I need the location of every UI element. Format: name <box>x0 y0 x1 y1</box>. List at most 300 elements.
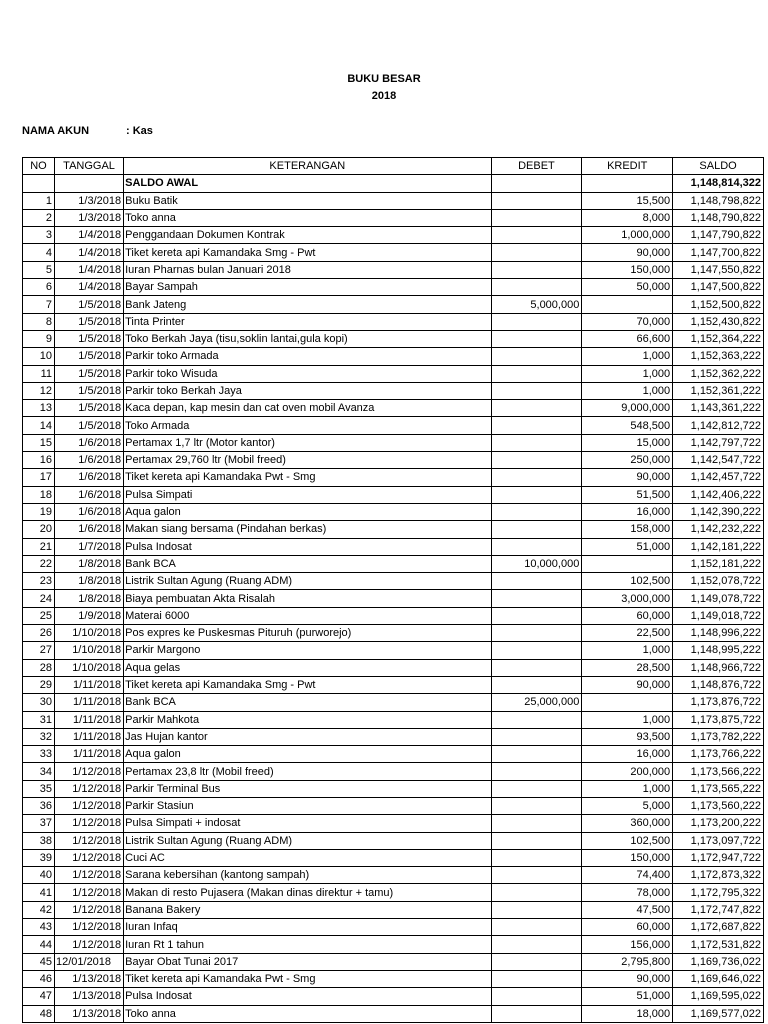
table-row <box>23 279 764 296</box>
cell-no: 32 <box>23 728 55 745</box>
cell-kredit: 9,000,000 <box>582 400 673 417</box>
cell-debet <box>491 936 582 953</box>
cell-saldo: 1,169,577,022 <box>673 1005 764 1022</box>
cell-kredit: 3,000,000 <box>582 590 673 607</box>
cell-keterangan: Sarana kebersihan (kantong sampah) <box>124 867 491 884</box>
cell-keterangan: Tinta Printer <box>124 313 491 330</box>
cell-keterangan: Listrik Sultan Agung (Ruang ADM) <box>124 573 491 590</box>
table-row <box>23 209 764 226</box>
cell-debet <box>491 434 582 451</box>
cell-no: 34 <box>23 763 55 780</box>
cell-kredit: 47,500 <box>582 901 673 918</box>
cell-saldo: 1,142,232,222 <box>673 521 764 538</box>
cell-keterangan: Iuran Pharnas bulan Januari 2018 <box>124 261 491 278</box>
cell-debet <box>491 884 582 901</box>
cell-tanggal: 1/5/2018 <box>54 400 123 417</box>
table-row <box>23 780 764 797</box>
cell-keterangan: Listrik Sultan Agung (Ruang ADM) <box>124 832 491 849</box>
table-row <box>23 953 764 970</box>
cell-tanggal: 1/5/2018 <box>54 330 123 347</box>
cell-no: 27 <box>23 642 55 659</box>
table-row <box>23 382 764 399</box>
cell-kredit: 1,000 <box>582 382 673 399</box>
cell-kredit: 15,000 <box>582 434 673 451</box>
cell-kredit <box>582 175 673 192</box>
cell-tanggal: 1/11/2018 <box>54 728 123 745</box>
cell-no: 20 <box>23 521 55 538</box>
cell-keterangan: Materai 6000 <box>124 607 491 624</box>
cell-no: 41 <box>23 884 55 901</box>
cell-keterangan: Toko anna <box>124 209 491 226</box>
cell-kredit: 50,000 <box>582 279 673 296</box>
table-row <box>23 642 764 659</box>
opening-balance-row <box>23 175 764 192</box>
table-row <box>23 884 764 901</box>
cell-tanggal: 1/5/2018 <box>54 417 123 434</box>
cell-debet <box>491 1005 582 1022</box>
cell-debet <box>491 192 582 209</box>
cell-keterangan: Pertamax 29,760 ltr (Mobil freed) <box>124 452 491 469</box>
col-tanggal: TANGGAL <box>54 158 123 175</box>
cell-debet <box>491 642 582 659</box>
cell-saldo: 1,147,790,822 <box>673 227 764 244</box>
table-row <box>23 590 764 607</box>
cell-saldo: 1,148,798,822 <box>673 192 764 209</box>
cell-tanggal: 1/12/2018 <box>54 901 123 918</box>
cell-debet <box>491 244 582 261</box>
cell-no: 3 <box>23 227 55 244</box>
cell-tanggal: 1/12/2018 <box>54 797 123 814</box>
cell-kredit <box>582 694 673 711</box>
cell-keterangan: Penggandaan Dokumen Kontrak <box>124 227 491 244</box>
cell-saldo: 1,142,390,222 <box>673 503 764 520</box>
table-row <box>23 400 764 417</box>
cell-saldo: 1,172,687,822 <box>673 919 764 936</box>
account-row <box>22 125 153 137</box>
cell-keterangan: Aqua galon <box>124 503 491 520</box>
cell-kredit: 8,000 <box>582 209 673 226</box>
cell-debet <box>491 538 582 555</box>
cell-debet <box>491 607 582 624</box>
table-row <box>23 192 764 209</box>
cell-kredit: 15,500 <box>582 192 673 209</box>
cell-no: 7 <box>23 296 55 313</box>
cell-debet <box>491 227 582 244</box>
cell-no: 38 <box>23 832 55 849</box>
cell-saldo: 1,142,797,722 <box>673 434 764 451</box>
cell-kredit: 18,000 <box>582 1005 673 1022</box>
cell-debet <box>491 313 582 330</box>
cell-keterangan: Cuci AC <box>124 849 491 866</box>
cell-tanggal: 1/5/2018 <box>54 296 123 313</box>
cell-tanggal: 1/10/2018 <box>54 642 123 659</box>
cell-saldo: 1,147,700,822 <box>673 244 764 261</box>
cell-keterangan: Pertamax 23,8 ltr (Mobil freed) <box>124 763 491 780</box>
cell-keterangan: Biaya pembuatan Akta Risalah <box>124 590 491 607</box>
cell-tanggal: 1/3/2018 <box>54 192 123 209</box>
table-row <box>23 521 764 538</box>
cell-kredit: 16,000 <box>582 503 673 520</box>
cell-kredit: 16,000 <box>582 746 673 763</box>
col-debet: DEBET <box>491 158 582 175</box>
cell-no: 48 <box>23 1005 55 1022</box>
cell-debet <box>491 365 582 382</box>
cell-tanggal: 1/12/2018 <box>54 780 123 797</box>
cell-kredit: 74,400 <box>582 867 673 884</box>
cell-keterangan: Parkir toko Berkah Jaya <box>124 382 491 399</box>
table-row <box>23 694 764 711</box>
cell-tanggal: 1/3/2018 <box>54 209 123 226</box>
cell-no: 42 <box>23 901 55 918</box>
cell-debet: 5,000,000 <box>491 296 582 313</box>
cell-keterangan: Pos expres ke Puskesmas Pituruh (purworejo) <box>124 625 491 642</box>
cell-tanggal: 1/6/2018 <box>54 469 123 486</box>
cell-no: 36 <box>23 797 55 814</box>
cell-tanggal: 1/5/2018 <box>54 382 123 399</box>
cell-tanggal: 1/4/2018 <box>54 279 123 296</box>
cell-tanggal: 1/9/2018 <box>54 607 123 624</box>
cell-kredit: 51,000 <box>582 538 673 555</box>
cell-kredit: 156,000 <box>582 936 673 953</box>
cell-tanggal: 1/11/2018 <box>54 676 123 693</box>
cell-no: 28 <box>23 659 55 676</box>
ledger-table <box>22 157 764 1023</box>
cell-tanggal: 1/13/2018 <box>54 970 123 987</box>
cell-saldo: 1,172,947,722 <box>673 849 764 866</box>
cell-kredit: 90,000 <box>582 469 673 486</box>
cell-no: 39 <box>23 849 55 866</box>
cell-keterangan: Aqua galon <box>124 746 491 763</box>
cell-no: 5 <box>23 261 55 278</box>
cell-saldo: 1,172,873,322 <box>673 867 764 884</box>
cell-debet <box>491 625 582 642</box>
cell-no: 43 <box>23 919 55 936</box>
cell-no: 44 <box>23 936 55 953</box>
cell-tanggal: 1/7/2018 <box>54 538 123 555</box>
cell-keterangan: Pulsa Simpati + indosat <box>124 815 491 832</box>
cell-tanggal: 1/12/2018 <box>54 936 123 953</box>
cell-debet <box>491 417 582 434</box>
table-row <box>23 901 764 918</box>
cell-keterangan: Banana Bakery <box>124 901 491 918</box>
cell-debet <box>491 919 582 936</box>
cell-no: 26 <box>23 625 55 642</box>
cell-debet <box>491 659 582 676</box>
cell-tanggal: 1/11/2018 <box>54 746 123 763</box>
cell-saldo: 1,152,430,822 <box>673 313 764 330</box>
table-row <box>23 970 764 987</box>
cell-no: 25 <box>23 607 55 624</box>
cell-keterangan: Toko anna <box>124 1005 491 1022</box>
cell-tanggal: 1/12/2018 <box>54 832 123 849</box>
cell-debet <box>491 348 582 365</box>
cell-debet <box>491 849 582 866</box>
cell-tanggal: 1/12/2018 <box>54 763 123 780</box>
cell-keterangan: Parkir Mahkota <box>124 711 491 728</box>
table-row <box>23 919 764 936</box>
cell-keterangan: Pulsa Indosat <box>124 988 491 1005</box>
cell-no: 12 <box>23 382 55 399</box>
cell-keterangan: Makan di resto Pujasera (Makan dinas direktur + tamu) <box>124 884 491 901</box>
table-row <box>23 1005 764 1022</box>
cell-tanggal: 1/8/2018 <box>54 590 123 607</box>
cell-no: 9 <box>23 330 55 347</box>
cell-debet <box>491 400 582 417</box>
cell-keterangan: Toko Berkah Jaya (tisu,soklin lantai,gula kopi) <box>124 330 491 347</box>
cell-tanggal: 1/12/2018 <box>54 884 123 901</box>
cell-keterangan: Makan siang bersama (Pindahan berkas) <box>124 521 491 538</box>
cell-debet <box>491 815 582 832</box>
cell-saldo: 1,148,995,222 <box>673 642 764 659</box>
cell-no: 46 <box>23 970 55 987</box>
cell-tanggal: 1/8/2018 <box>54 555 123 572</box>
cell-saldo: 1,152,364,222 <box>673 330 764 347</box>
cell-saldo: 1,173,200,222 <box>673 815 764 832</box>
account-value: : Kas <box>126 125 153 137</box>
table-row <box>23 676 764 693</box>
cell-kredit: 1,000 <box>582 365 673 382</box>
cell-keterangan: Tiket kereta api Kamandaka Smg - Pwt <box>124 676 491 693</box>
cell-tanggal: 1/4/2018 <box>54 261 123 278</box>
cell-keterangan: Bank BCA <box>124 694 491 711</box>
cell-tanggal: 1/6/2018 <box>54 521 123 538</box>
cell-saldo: 1,152,500,822 <box>673 296 764 313</box>
cell-kredit: 1,000,000 <box>582 227 673 244</box>
cell-kredit: 150,000 <box>582 261 673 278</box>
table-row <box>23 538 764 555</box>
cell-kredit: 90,000 <box>582 676 673 693</box>
cell-saldo: 1,148,966,722 <box>673 659 764 676</box>
cell-saldo: 1,173,566,222 <box>673 763 764 780</box>
cell-debet <box>491 279 582 296</box>
ledger-title: BUKU BESAR <box>347 73 421 85</box>
cell-tanggal: 1/10/2018 <box>54 625 123 642</box>
table-row <box>23 867 764 884</box>
account-label: NAMA AKUN <box>22 125 90 137</box>
cell-debet <box>491 970 582 987</box>
table-row <box>23 797 764 814</box>
cell-debet: 25,000,000 <box>491 694 582 711</box>
cell-kredit: 200,000 <box>582 763 673 780</box>
cell-saldo: 1,152,181,222 <box>673 555 764 572</box>
cell-no: 18 <box>23 486 55 503</box>
cell-debet <box>491 521 582 538</box>
cell-saldo: 1,147,500,822 <box>673 279 764 296</box>
cell-debet <box>491 832 582 849</box>
cell-kredit: 93,500 <box>582 728 673 745</box>
cell-tanggal: 1/6/2018 <box>54 486 123 503</box>
ledger-year: 2018 <box>371 90 397 102</box>
cell-saldo: 1,152,361,222 <box>673 382 764 399</box>
cell-no <box>23 175 55 192</box>
cell-kredit: 548,500 <box>582 417 673 434</box>
cell-kredit: 150,000 <box>582 849 673 866</box>
cell-no: 19 <box>23 503 55 520</box>
cell-tanggal: 1/6/2018 <box>54 434 123 451</box>
cell-debet <box>491 797 582 814</box>
cell-kredit: 5,000 <box>582 797 673 814</box>
cell-no: 40 <box>23 867 55 884</box>
table-row <box>23 261 764 278</box>
table-row <box>23 227 764 244</box>
cell-no: 15 <box>23 434 55 451</box>
cell-saldo: 1,143,361,222 <box>673 400 764 417</box>
cell-kredit: 102,500 <box>582 573 673 590</box>
cell-kredit: 66,600 <box>582 330 673 347</box>
cell-no: 14 <box>23 417 55 434</box>
cell-tanggal: 1/5/2018 <box>54 348 123 365</box>
cell-saldo: 1,173,782,222 <box>673 728 764 745</box>
cell-saldo: 1,148,876,722 <box>673 676 764 693</box>
cell-no: 22 <box>23 555 55 572</box>
table-row <box>23 625 764 642</box>
cell-no: 45 <box>23 953 55 970</box>
cell-keterangan: Pulsa Simpati <box>124 486 491 503</box>
cell-tanggal: 1/11/2018 <box>54 711 123 728</box>
cell-debet <box>491 763 582 780</box>
cell-keterangan: Iuran Rt 1 tahun <box>124 936 491 953</box>
table-row <box>23 555 764 572</box>
cell-kredit: 90,000 <box>582 970 673 987</box>
cell-tanggal: 1/12/2018 <box>54 849 123 866</box>
table-row <box>23 936 764 953</box>
table-row <box>23 296 764 313</box>
cell-no: 10 <box>23 348 55 365</box>
cell-debet <box>491 452 582 469</box>
cell-saldo: 1,169,736,022 <box>673 953 764 970</box>
cell-debet <box>491 382 582 399</box>
table-row <box>23 711 764 728</box>
cell-saldo: 1,149,018,722 <box>673 607 764 624</box>
cell-kredit: 102,500 <box>582 832 673 849</box>
cell-debet <box>491 988 582 1005</box>
cell-saldo: 1,172,795,322 <box>673 884 764 901</box>
cell-no: 47 <box>23 988 55 1005</box>
cell-kredit <box>582 555 673 572</box>
cell-tanggal: 1/13/2018 <box>54 1005 123 1022</box>
cell-keterangan: Bank BCA <box>124 555 491 572</box>
cell-no: 8 <box>23 313 55 330</box>
cell-tanggal <box>54 175 123 192</box>
table-row <box>23 244 764 261</box>
cell-no: 21 <box>23 538 55 555</box>
table-row <box>23 469 764 486</box>
cell-kredit: 250,000 <box>582 452 673 469</box>
cell-debet <box>491 209 582 226</box>
cell-tanggal: 1/6/2018 <box>54 503 123 520</box>
cell-keterangan: Jas Hujan kantor <box>124 728 491 745</box>
opening-label: SALDO AWAL <box>124 175 491 192</box>
cell-kredit <box>582 296 673 313</box>
table-row <box>23 659 764 676</box>
cell-no: 13 <box>23 400 55 417</box>
cell-kredit: 2,795,800 <box>582 953 673 970</box>
cell-saldo: 1,169,646,022 <box>673 970 764 987</box>
cell-keterangan: Toko Armada <box>124 417 491 434</box>
cell-no: 35 <box>23 780 55 797</box>
cell-tanggal: 1/12/2018 <box>54 815 123 832</box>
table-row <box>23 417 764 434</box>
cell-tanggal: 1/11/2018 <box>54 694 123 711</box>
cell-debet <box>491 590 582 607</box>
table-row <box>23 434 764 451</box>
table-row <box>23 503 764 520</box>
cell-keterangan: Tiket kereta api Kamandaka Smg - Pwt <box>124 244 491 261</box>
table-row <box>23 365 764 382</box>
cell-debet <box>491 676 582 693</box>
cell-debet <box>491 486 582 503</box>
cell-keterangan: Pulsa Indosat <box>124 538 491 555</box>
cell-kredit: 28,500 <box>582 659 673 676</box>
cell-debet <box>491 573 582 590</box>
table-row <box>23 348 764 365</box>
cell-debet <box>491 867 582 884</box>
table-row <box>23 573 764 590</box>
cell-saldo: 1,149,078,722 <box>673 590 764 607</box>
cell-debet <box>491 728 582 745</box>
table-row <box>23 763 764 780</box>
table-row <box>23 746 764 763</box>
cell-debet <box>491 261 582 278</box>
cell-keterangan: Tiket kereta api Kamandaka Pwt - Smg <box>124 970 491 987</box>
cell-saldo: 1,142,547,722 <box>673 452 764 469</box>
cell-tanggal: 12/01/2018 <box>54 953 123 970</box>
cell-kredit: 51,000 <box>582 988 673 1005</box>
cell-keterangan: Parkir Terminal Bus <box>124 780 491 797</box>
cell-tanggal: 1/8/2018 <box>54 573 123 590</box>
cell-tanggal: 1/6/2018 <box>54 452 123 469</box>
cell-keterangan: Parkir Stasiun <box>124 797 491 814</box>
cell-keterangan: Kaca depan, kap mesin dan cat oven mobil Avanza <box>124 400 491 417</box>
cell-saldo: 1,173,876,722 <box>673 694 764 711</box>
cell-debet: 10,000,000 <box>491 555 582 572</box>
cell-saldo: 1,152,363,222 <box>673 348 764 365</box>
cell-no: 37 <box>23 815 55 832</box>
opening-saldo: 1,148,814,322 <box>673 175 764 192</box>
cell-keterangan: Parkir Margono <box>124 642 491 659</box>
cell-saldo: 1,173,766,222 <box>673 746 764 763</box>
table-row <box>23 486 764 503</box>
table-row <box>23 832 764 849</box>
cell-debet <box>491 469 582 486</box>
cell-no: 30 <box>23 694 55 711</box>
cell-keterangan: Buku Batik <box>124 192 491 209</box>
cell-saldo: 1,152,078,722 <box>673 573 764 590</box>
cell-saldo: 1,142,457,722 <box>673 469 764 486</box>
table-row <box>23 988 764 1005</box>
cell-keterangan: Iuran Infaq <box>124 919 491 936</box>
cell-keterangan: Bayar Sampah <box>124 279 491 296</box>
cell-no: 4 <box>23 244 55 261</box>
cell-kredit: 60,000 <box>582 607 673 624</box>
col-no: NO <box>23 158 55 175</box>
cell-no: 31 <box>23 711 55 728</box>
cell-tanggal: 1/5/2018 <box>54 365 123 382</box>
table-row <box>23 313 764 330</box>
cell-tanggal: 1/13/2018 <box>54 988 123 1005</box>
cell-keterangan: Tiket kereta api Kamandaka Pwt - Smg <box>124 469 491 486</box>
cell-keterangan: Bank Jateng <box>124 296 491 313</box>
cell-saldo: 1,172,747,822 <box>673 901 764 918</box>
cell-debet <box>491 953 582 970</box>
cell-debet <box>491 330 582 347</box>
col-saldo: SALDO <box>673 158 764 175</box>
cell-kredit: 78,000 <box>582 884 673 901</box>
cell-kredit: 60,000 <box>582 919 673 936</box>
cell-keterangan: Parkir toko Wisuda <box>124 365 491 382</box>
cell-no: 23 <box>23 573 55 590</box>
cell-no: 33 <box>23 746 55 763</box>
